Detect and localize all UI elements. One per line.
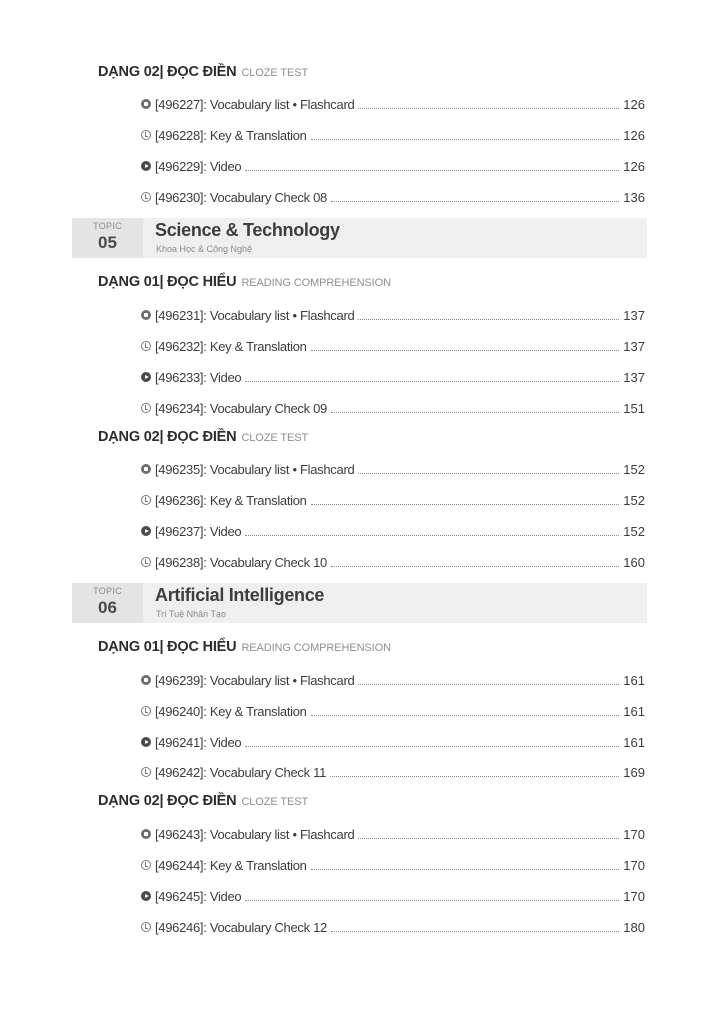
toc-entry[interactable] xyxy=(141,94,645,114)
entry-title: [496239]: Vocabulary list • Flashcard xyxy=(155,672,355,688)
page-number: 170 xyxy=(623,826,645,842)
dot-leader xyxy=(245,746,619,747)
section-subtitle: READING COMPREHENSION xyxy=(241,277,391,289)
list-icon xyxy=(141,675,151,685)
dot-leader xyxy=(331,931,619,932)
entry-title: [496233]: Video xyxy=(155,369,242,385)
page-number: 126 xyxy=(623,127,645,143)
section-heading-cloze xyxy=(98,429,308,449)
toc-entry[interactable] xyxy=(141,187,645,207)
dot-leader xyxy=(311,869,620,870)
entry-title: [496235]: Vocabulary list • Flashcard xyxy=(155,461,355,477)
topic-title: Artificial Intelligence xyxy=(155,585,325,605)
toc-entry[interactable] xyxy=(141,824,645,844)
dot-leader xyxy=(245,170,619,171)
toc-entry[interactable] xyxy=(141,701,645,721)
entry-title: [496229]: Video xyxy=(155,158,242,174)
video-icon xyxy=(141,161,151,171)
page-number: 170 xyxy=(623,857,645,873)
entry-title: [496246]: Vocabulary Check 12 xyxy=(155,919,327,935)
topic-number-box xyxy=(72,583,143,623)
page-number: 161 xyxy=(623,703,645,719)
dot-leader xyxy=(311,139,620,140)
section-heading-cloze xyxy=(98,793,308,813)
toc-entry[interactable] xyxy=(141,670,645,690)
section-heading-reading xyxy=(98,274,391,294)
page-number: 169 xyxy=(623,764,645,780)
entry-title: [496227]: Vocabulary list • Flashcard xyxy=(155,96,355,112)
page-number: 136 xyxy=(623,189,645,205)
page-number: 126 xyxy=(623,96,645,112)
page-number: 152 xyxy=(623,461,645,477)
key-icon xyxy=(141,130,151,140)
topic-number: 06 xyxy=(98,598,117,617)
topic-number-box xyxy=(72,218,143,258)
page-number: 160 xyxy=(623,554,645,570)
page-number: 152 xyxy=(623,523,645,539)
toc-entry[interactable] xyxy=(141,732,645,752)
dot-leader xyxy=(358,319,619,320)
toc-entry[interactable] xyxy=(141,156,645,176)
dot-leader xyxy=(358,473,619,474)
page-number: 161 xyxy=(623,672,645,688)
page-number: 126 xyxy=(623,158,645,174)
entry-title: [496230]: Vocabulary Check 08 xyxy=(155,189,327,205)
page-number: 137 xyxy=(623,338,645,354)
key-icon xyxy=(141,860,151,870)
section-heading-cloze xyxy=(98,64,308,84)
list-icon xyxy=(141,99,151,109)
key-icon xyxy=(141,495,151,505)
entry-title: [496240]: Key & Translation xyxy=(155,703,307,719)
section-title: DẠNG 02| ĐỌC ĐIỀN xyxy=(98,793,237,809)
section-heading-reading xyxy=(98,639,391,659)
dot-leader xyxy=(245,900,619,901)
toc-entry[interactable] xyxy=(141,917,645,937)
toc-entry[interactable] xyxy=(141,305,645,325)
entry-title: [496232]: Key & Translation xyxy=(155,338,307,354)
section-subtitle: CLOZE TEST xyxy=(241,67,309,79)
topic-banner xyxy=(72,583,647,623)
topic-number: 05 xyxy=(98,233,117,252)
key-icon xyxy=(141,341,151,351)
section-subtitle: READING COMPREHENSION xyxy=(241,642,391,654)
section-title: DẠNG 01| ĐỌC HIỂU xyxy=(98,639,237,655)
entry-title: [496236]: Key & Translation xyxy=(155,492,307,508)
toc-entry[interactable] xyxy=(141,125,645,145)
section-title: DẠNG 02| ĐỌC ĐIỀN xyxy=(98,429,237,445)
page-number: 170 xyxy=(623,888,645,904)
dot-leader xyxy=(331,412,619,413)
topic-banner xyxy=(72,218,647,258)
video-icon xyxy=(141,891,151,901)
section-subtitle: CLOZE TEST xyxy=(241,796,309,808)
dot-leader xyxy=(245,381,619,382)
topic-label: TOPIC xyxy=(93,221,122,231)
topic-subtitle: Khoa Học & Công Nghệ xyxy=(156,244,253,254)
page-number: 161 xyxy=(623,734,645,750)
topic-subtitle: Trí Tuệ Nhân Tạo xyxy=(156,609,227,619)
key-icon xyxy=(141,557,151,567)
entry-title: [496245]: Video xyxy=(155,888,242,904)
dot-leader xyxy=(311,504,620,505)
entry-title: [496237]: Video xyxy=(155,523,242,539)
entry-title: [496231]: Vocabulary list • Flashcard xyxy=(155,307,355,323)
dot-leader xyxy=(358,108,619,109)
dot-leader xyxy=(245,535,619,536)
key-icon xyxy=(141,706,151,716)
topic-label: TOPIC xyxy=(93,586,122,596)
toc-entry[interactable] xyxy=(141,762,645,782)
topic-title: Science & Technology xyxy=(155,220,340,240)
entry-title: [496242]: Vocabulary Check 11 xyxy=(155,764,327,780)
toc-entry[interactable] xyxy=(141,490,645,510)
toc-entry[interactable] xyxy=(141,855,645,875)
entry-title: [496241]: Video xyxy=(155,734,242,750)
page-number: 137 xyxy=(623,307,645,323)
video-icon xyxy=(141,526,151,536)
dot-leader xyxy=(311,350,620,351)
page-number: 151 xyxy=(623,400,645,416)
section-subtitle: CLOZE TEST xyxy=(241,432,309,444)
entry-title: [496234]: Vocabulary Check 09 xyxy=(155,400,327,416)
key-icon xyxy=(141,403,151,413)
page-number: 137 xyxy=(623,369,645,385)
list-icon xyxy=(141,310,151,320)
section-title: DẠNG 02| ĐỌC ĐIỀN xyxy=(98,64,237,80)
toc-entry[interactable] xyxy=(141,521,645,541)
dot-leader xyxy=(331,201,619,202)
key-icon xyxy=(141,767,151,777)
section-title: DẠNG 01| ĐỌC HIỂU xyxy=(98,274,237,290)
entry-title: [496238]: Vocabulary Check 10 xyxy=(155,554,327,570)
page-number: 180 xyxy=(623,919,645,935)
key-icon xyxy=(141,192,151,202)
toc-entry[interactable] xyxy=(141,336,645,356)
list-icon xyxy=(141,829,151,839)
dot-leader xyxy=(358,684,619,685)
entry-title: [496243]: Vocabulary list • Flashcard xyxy=(155,826,355,842)
dot-leader xyxy=(330,776,619,777)
entry-title: [496228]: Key & Translation xyxy=(155,127,307,143)
dot-leader xyxy=(311,715,620,716)
key-icon xyxy=(141,922,151,932)
entry-title: [496244]: Key & Translation xyxy=(155,857,307,873)
dot-leader xyxy=(358,838,619,839)
toc-entry[interactable] xyxy=(141,367,645,387)
video-icon xyxy=(141,737,151,747)
dot-leader xyxy=(331,566,619,567)
toc-entry[interactable] xyxy=(141,886,645,906)
page-number: 152 xyxy=(623,492,645,508)
toc-entry[interactable] xyxy=(141,459,645,479)
toc-entry[interactable] xyxy=(141,398,645,418)
video-icon xyxy=(141,372,151,382)
toc-entry[interactable] xyxy=(141,552,645,572)
list-icon xyxy=(141,464,151,474)
